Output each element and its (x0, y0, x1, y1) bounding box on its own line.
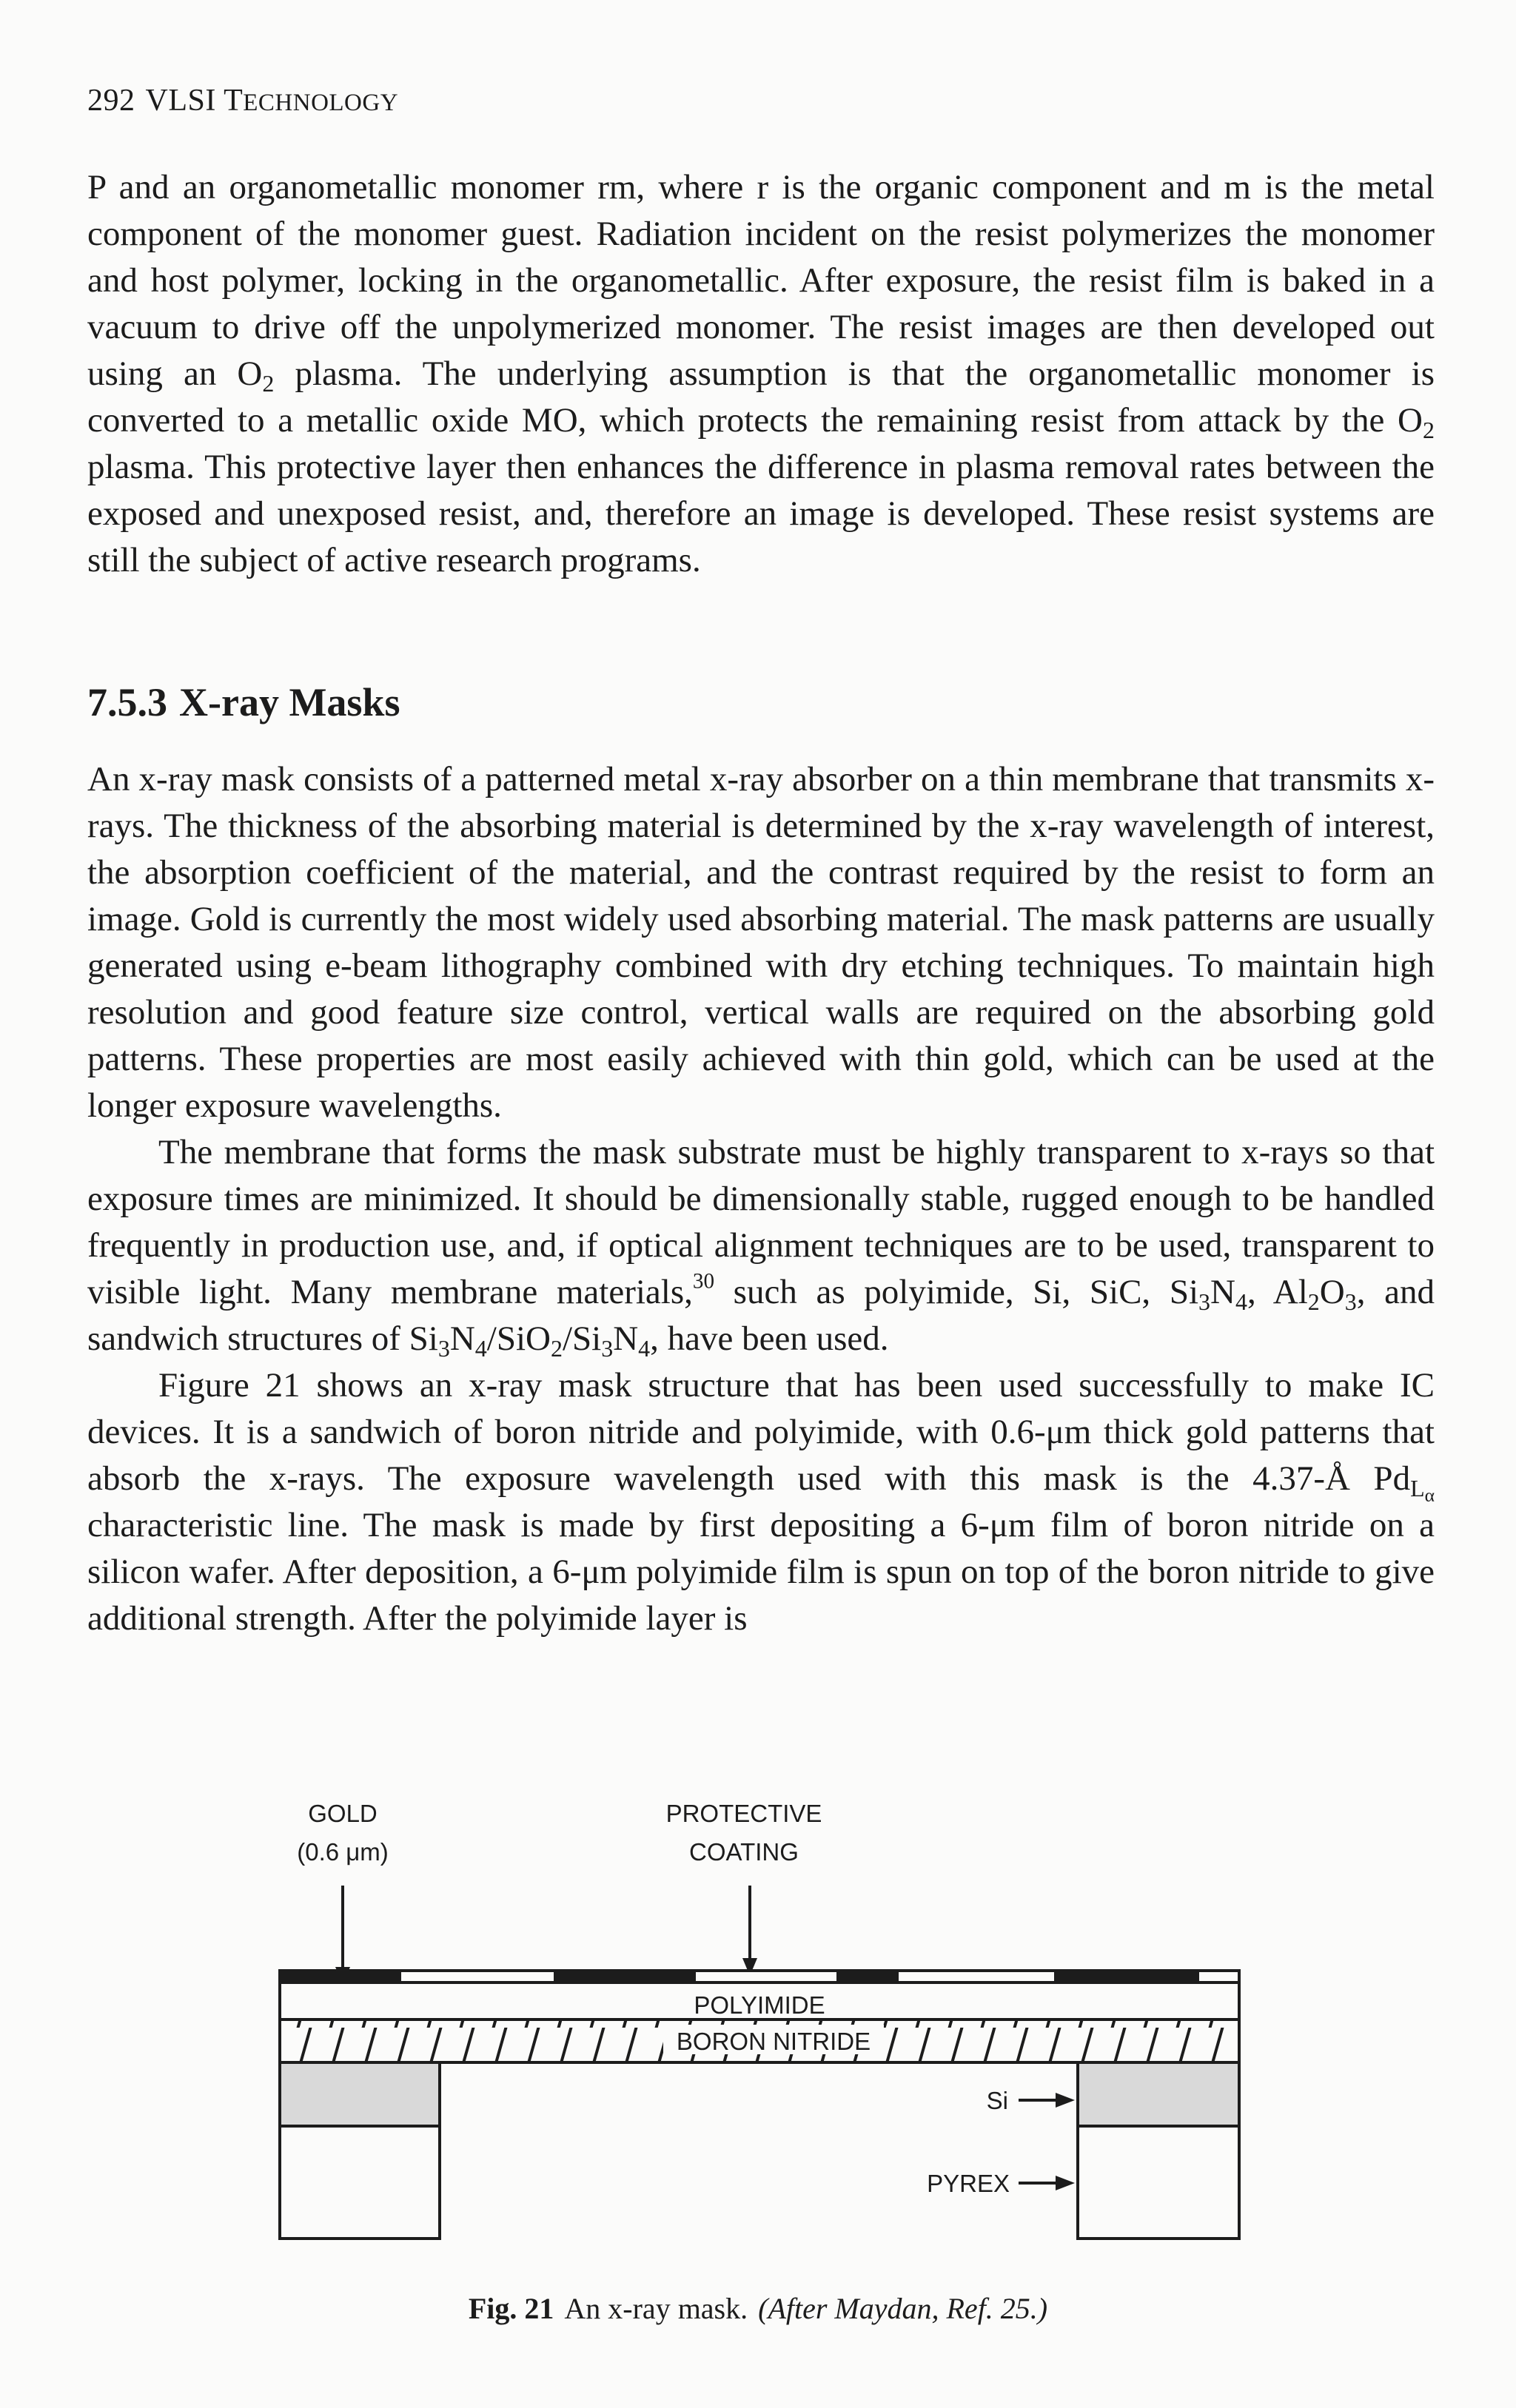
section-number: 7.5.3 (87, 680, 167, 724)
gold-pattern (554, 1972, 696, 1981)
section-title: X-ray Masks (179, 680, 400, 724)
top-paragraph: P and an organometallic monomer rm, where r is the organic component and m is the metal component of the monomer guest. Radiation incident on the resist polymerizes the monomer and host polymer, locking in the organometallic. After exposure, the resist film is baked in a vacuum to drive off the unpolymerized monomer. The resist images are then developed out using an $O_2$ plasma. The underlying assumption is that the organometallic monomer is converted to a metallic oxide MO, which protects the remaining resist from attack by the $O_2$ plasma. This protective layer then enhances the difference in plasma removal rates between the exposed and unexposed resist, and, therefore an image is developed. These resist systems are still the subject of active research programs. (87, 168, 1435, 579)
body-text (87, 756, 1435, 1642)
paragraph-membrane: The membrane that forms the mask substrate must be highly transparent to x-rays so that exposure times are minimized. It should be dimensionally stable, rugged enough to be handled frequently in production use, and, if optical alignment techniques are to be used, transparent to visible light. Many membrane materials,$^{30}$ such as polyimide, Si, SiC, $Si_3N_4$, $Al_2O_3$, and sandwich structures of $Si_3N_4/SiO_2/Si_3N_4$, have been used. (87, 1133, 1435, 1362)
caption-text: An x-ray mask. (564, 2292, 748, 2325)
label-polyimide: POLYIMIDE (694, 1991, 825, 2019)
label-pyrex: PYREX (927, 2170, 1010, 2197)
running-title-caps: VLSI T (145, 84, 244, 118)
section-heading (87, 679, 400, 725)
figure-21 (0, 1761, 1516, 2197)
coating-arrow-icon (742, 1886, 757, 1976)
pyrex-left (280, 2126, 440, 2239)
gold-pattern (1054, 1972, 1199, 1981)
paragraph-x-ray-mask-intro: An x-ray mask consists of a patterned metal x-ray absorber on a thin membrane that transmits x-rays. The thickness of the absorbing material is determined by the x-ray wavelength of interest, the absorption coefficient of the material, and the contrast required by the resist to form an image. Gold is currently the most widely used absorbing material. The mask patterns are usually generated using e-beam lithography combined with dry etching techniques. To maintain high resolution and good feature size control, vertical walls are required on the absorbing gold patterns. These properties are most easily achieved with thin gold, which can be used at the longer exposure wavelengths. (87, 760, 1435, 1125)
silicon-right (1078, 2062, 1239, 2126)
page-number: 292 (87, 84, 135, 118)
label-boron-nitride: BORON NITRIDE (676, 2028, 871, 2055)
x-ray-mask-diagram (0, 1761, 1516, 2294)
pyrex-arrow-icon (1019, 2176, 1075, 2190)
reference-30: 30 (692, 1269, 715, 1294)
label-gold-thickness: (0.6 μm) (297, 1838, 389, 1866)
label-coating: COATING (689, 1838, 799, 1866)
gold-pattern (281, 1972, 401, 1981)
pyrex-right (1078, 2126, 1239, 2239)
running-title-small-caps: ECHNOLOGY (243, 90, 399, 116)
si-arrow-icon (1019, 2093, 1075, 2108)
caption-source: (After Maydan, Ref. 25.) (758, 2292, 1048, 2325)
silicon-left (280, 2062, 440, 2126)
label-gold: GOLD (308, 1800, 378, 1827)
gold-pattern (836, 1972, 899, 1981)
caption-label: Fig. 21 (468, 2292, 554, 2325)
running-head (87, 83, 398, 118)
figure-caption (0, 2291, 1516, 2326)
paragraph-figure-21: Figure 21 shows an x-ray mask structure that has been used successfully to make IC devices. It is a sandwich of boron nitride and polyimide, with 0.6-μm thick gold patterns that absorb the x-rays. The exposure wavelength used with this mask is the 4.37-Å $Pd_{L_\alpha}$ characteristic line. The mask is made by first depositing a 6-μm film of boron nitride on a silicon wafer. After deposition, a 6-μm polyimide film is spun on top of the boron nitride to give additional strength. After the polyimide layer is (87, 1366, 1435, 1638)
top-paragraph-block (87, 164, 1435, 584)
label-si: Si (986, 2087, 1008, 2114)
label-protective: PROTECTIVE (665, 1800, 822, 1827)
